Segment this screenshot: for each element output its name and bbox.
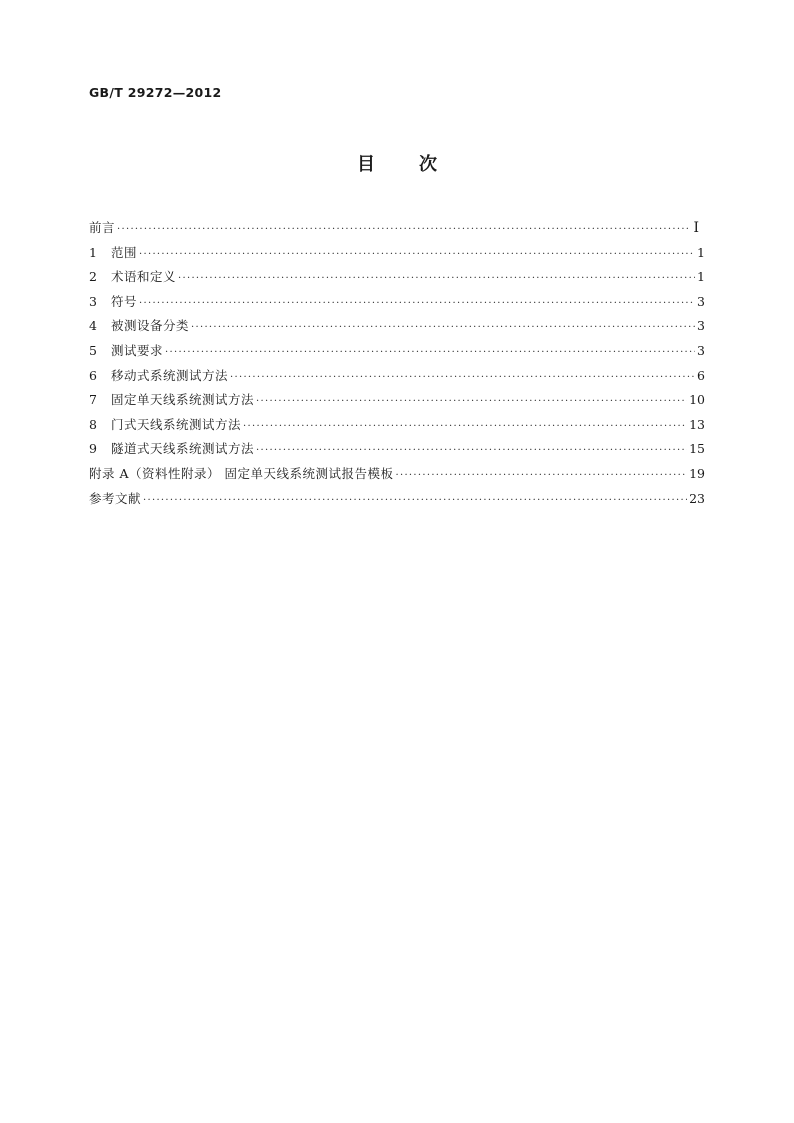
toc-entry-title: 符号 — [111, 293, 138, 309]
toc-leader-dots — [143, 489, 687, 514]
toc-entry-number: 3 — [89, 293, 97, 309]
toc-entry-3[interactable] — [89, 290, 705, 315]
toc-entry-page: 1 — [697, 269, 705, 285]
toc-entry-title: 附录 A（资料性附录） 固定单天线系统测试报告模板 — [89, 465, 394, 481]
toc-entry-page: 6 — [697, 367, 705, 383]
toc-entry-page: 19 — [689, 465, 705, 481]
toc-entry-page: 3 — [697, 318, 705, 334]
toc-entry-title: 固定单天线系统测试方法 — [111, 392, 255, 408]
toc-entry-2[interactable] — [89, 265, 705, 290]
toc-entry-foreword[interactable] — [89, 216, 705, 241]
toc-entry-title: 移动式系统测试方法 — [111, 367, 229, 383]
toc-entry-number: 6 — [89, 367, 97, 383]
toc-entry-9[interactable] — [89, 437, 705, 462]
toc-entry-7[interactable] — [89, 388, 705, 413]
table-of-contents — [89, 216, 705, 511]
toc-entry-page: 23 — [689, 490, 705, 506]
toc-leader-dots — [139, 243, 695, 268]
toc-leader-dots — [395, 464, 687, 489]
toc-entry-page: Ⅰ — [693, 220, 699, 236]
toc-leader-dots — [191, 316, 695, 341]
toc-entry-number: 2 — [89, 269, 97, 285]
toc-leader-dots — [256, 439, 687, 464]
toc-entry-page: 10 — [689, 392, 705, 408]
toc-entry-page: 13 — [689, 416, 705, 432]
toc-entry-number: 5 — [89, 342, 97, 358]
toc-leader-dots — [117, 218, 689, 243]
toc-entry-title: 术语和定义 — [111, 269, 177, 285]
toc-entry-title: 被测设备分类 — [111, 318, 190, 334]
toc-entry-5[interactable] — [89, 339, 705, 364]
toc-entry-page: 3 — [697, 293, 705, 309]
toc-entry-number: 9 — [89, 441, 97, 457]
toc-entry-appendix-a[interactable] — [89, 462, 705, 487]
toc-entry-page: 15 — [689, 441, 705, 457]
toc-entry-title: 前言 — [89, 220, 116, 235]
toc-entry-title: 隧道式天线系统测试方法 — [111, 441, 255, 457]
page-title-char-1: 目 — [357, 154, 375, 175]
toc-leader-dots — [139, 292, 695, 317]
toc-entry-6[interactable] — [89, 364, 705, 389]
toc-leader-dots — [256, 390, 687, 415]
toc-entry-page: 1 — [697, 244, 705, 260]
page-title-char-2: 次 — [419, 154, 437, 175]
toc-leader-dots — [230, 366, 695, 391]
toc-entry-title: 参考文献 — [89, 490, 142, 506]
toc-entry-title: 范围 — [111, 244, 138, 260]
toc-entry-title: 测试要求 — [111, 342, 164, 358]
toc-entry-number: 7 — [89, 392, 97, 408]
toc-entry-page: 3 — [697, 342, 705, 358]
toc-entry-references[interactable] — [89, 487, 705, 512]
page-title — [0, 150, 794, 176]
toc-leader-dots — [243, 415, 687, 440]
standard-code: GB/T 29272—2012 — [89, 85, 222, 100]
toc-entry-title: 门式天线系统测试方法 — [111, 416, 242, 432]
toc-entry-number: 4 — [89, 318, 97, 334]
toc-entry-1[interactable] — [89, 241, 705, 266]
toc-leader-dots — [178, 267, 695, 292]
toc-entry-4[interactable] — [89, 314, 705, 339]
toc-entry-8[interactable] — [89, 413, 705, 438]
toc-entry-number: 1 — [89, 244, 97, 260]
toc-entry-number: 8 — [89, 416, 97, 432]
toc-leader-dots — [165, 341, 695, 366]
